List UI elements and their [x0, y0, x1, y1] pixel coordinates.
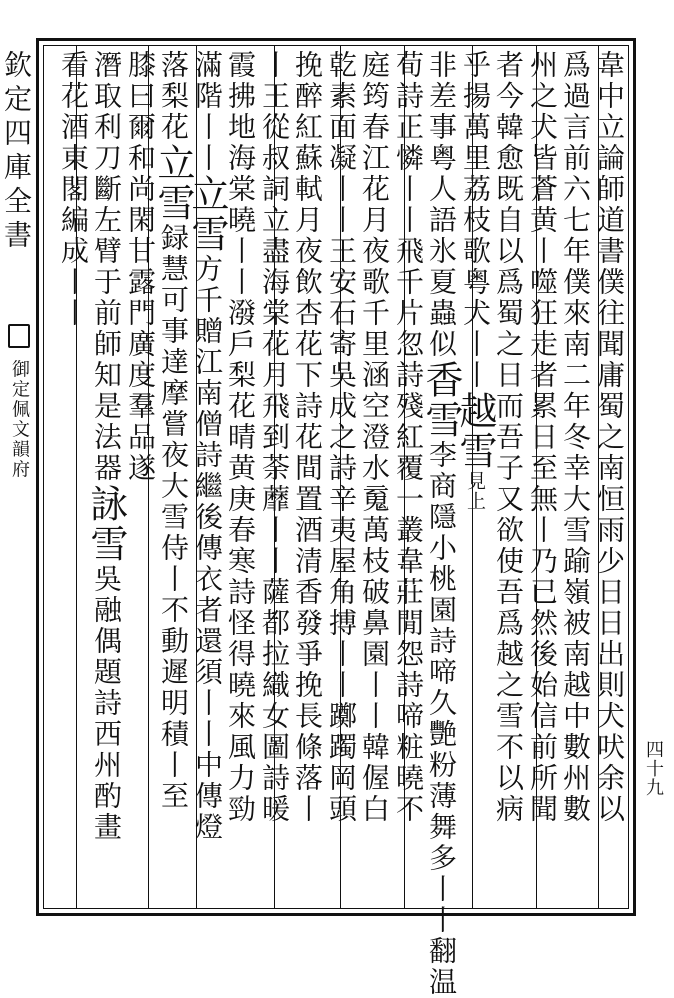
body-text: 州之犬皆蒼黄丨噬狂走者累日至無丨乃已然後始信前所聞	[526, 50, 559, 825]
body-text: 録慧可事達摩嘗夜大雪侍丨不動遲明積丨至	[157, 223, 190, 812]
entry-heading: 立雪	[151, 143, 195, 223]
body-text: 者今韓愈既自以爲蜀之日而吾子又欲使吾爲越之雪不以病	[492, 50, 525, 825]
body-text: 挽醉紅蘇軾月夜飲杏花下詩花間置酒清香發爭挽長條落丨	[291, 50, 324, 825]
body-text: 乾素面凝丨丨王安石寄吳成之詩辛夷屋角搏丨丨躑躅岡頭	[325, 50, 358, 825]
entry-heading: 越雪	[453, 391, 497, 471]
body-text: 潛取利刀斷左臂于前師知是法器	[90, 50, 123, 484]
entry-heading: 香雪	[419, 360, 463, 440]
annotation-text: 見上	[464, 471, 486, 511]
entry-heading: 立雪	[185, 174, 229, 254]
body-text: 滿階丨丨	[191, 50, 224, 174]
body-text: 落梨花	[157, 50, 190, 143]
body-text: 李商隱小桃園詩啼久艷粉薄舞多丨丨翻温	[425, 440, 458, 998]
body-text: 非差事粤人語氷夏蟲似	[425, 50, 458, 360]
folio-number: 四十九	[643, 740, 664, 797]
fishtail-mark-icon	[8, 324, 30, 348]
entry-heading: 詠雪	[84, 484, 128, 564]
body-text: 爲過言前六七年僕來南二年冬幸大雪踰嶺被南越中數州數	[559, 50, 592, 825]
body-text: 霞拂地海棠曉丨丨潑戶梨花晴黄庚春寒詩怪得曉來風力勁	[224, 50, 257, 825]
margin-fishtail	[6, 320, 32, 480]
body-text: 看花酒東閣編成丨丨	[57, 50, 90, 329]
body-text: 韋中立論師道書僕往聞庸蜀之南恒雨少日日出則犬吠余以	[593, 50, 626, 825]
body-text: 乎揚萬里荔枝歌粤犬丨丨	[459, 50, 492, 391]
text-column	[50, 50, 96, 329]
body-text: 庭筠春江花月夜歌千里涵空澄水䰟萬枝破鼻園丨丨韓偓白	[358, 50, 391, 825]
body-text: 方千贈江南僧詩繼後傳衣者還須丨丨中傳燈	[191, 254, 224, 843]
body-text: 膝曰爾和尚閑甘露門廣度羣品遂	[124, 50, 157, 484]
body-text: 荀詩正憐丨丨飛千片忽詩殘紅覆一叢韋莊閒怨詩啼粧曉不	[392, 50, 425, 825]
margin-work-title: 御定佩文韻府	[9, 359, 30, 480]
body-text: 丨王從叔詞立盡海棠花月飛到荼蘼丨丨薩都拉織女圖詩暖	[258, 50, 291, 825]
margin-book-title: 欽定四庫全書	[0, 50, 33, 254]
body-text: 吳融偶題詩西州酌畫	[90, 564, 123, 843]
